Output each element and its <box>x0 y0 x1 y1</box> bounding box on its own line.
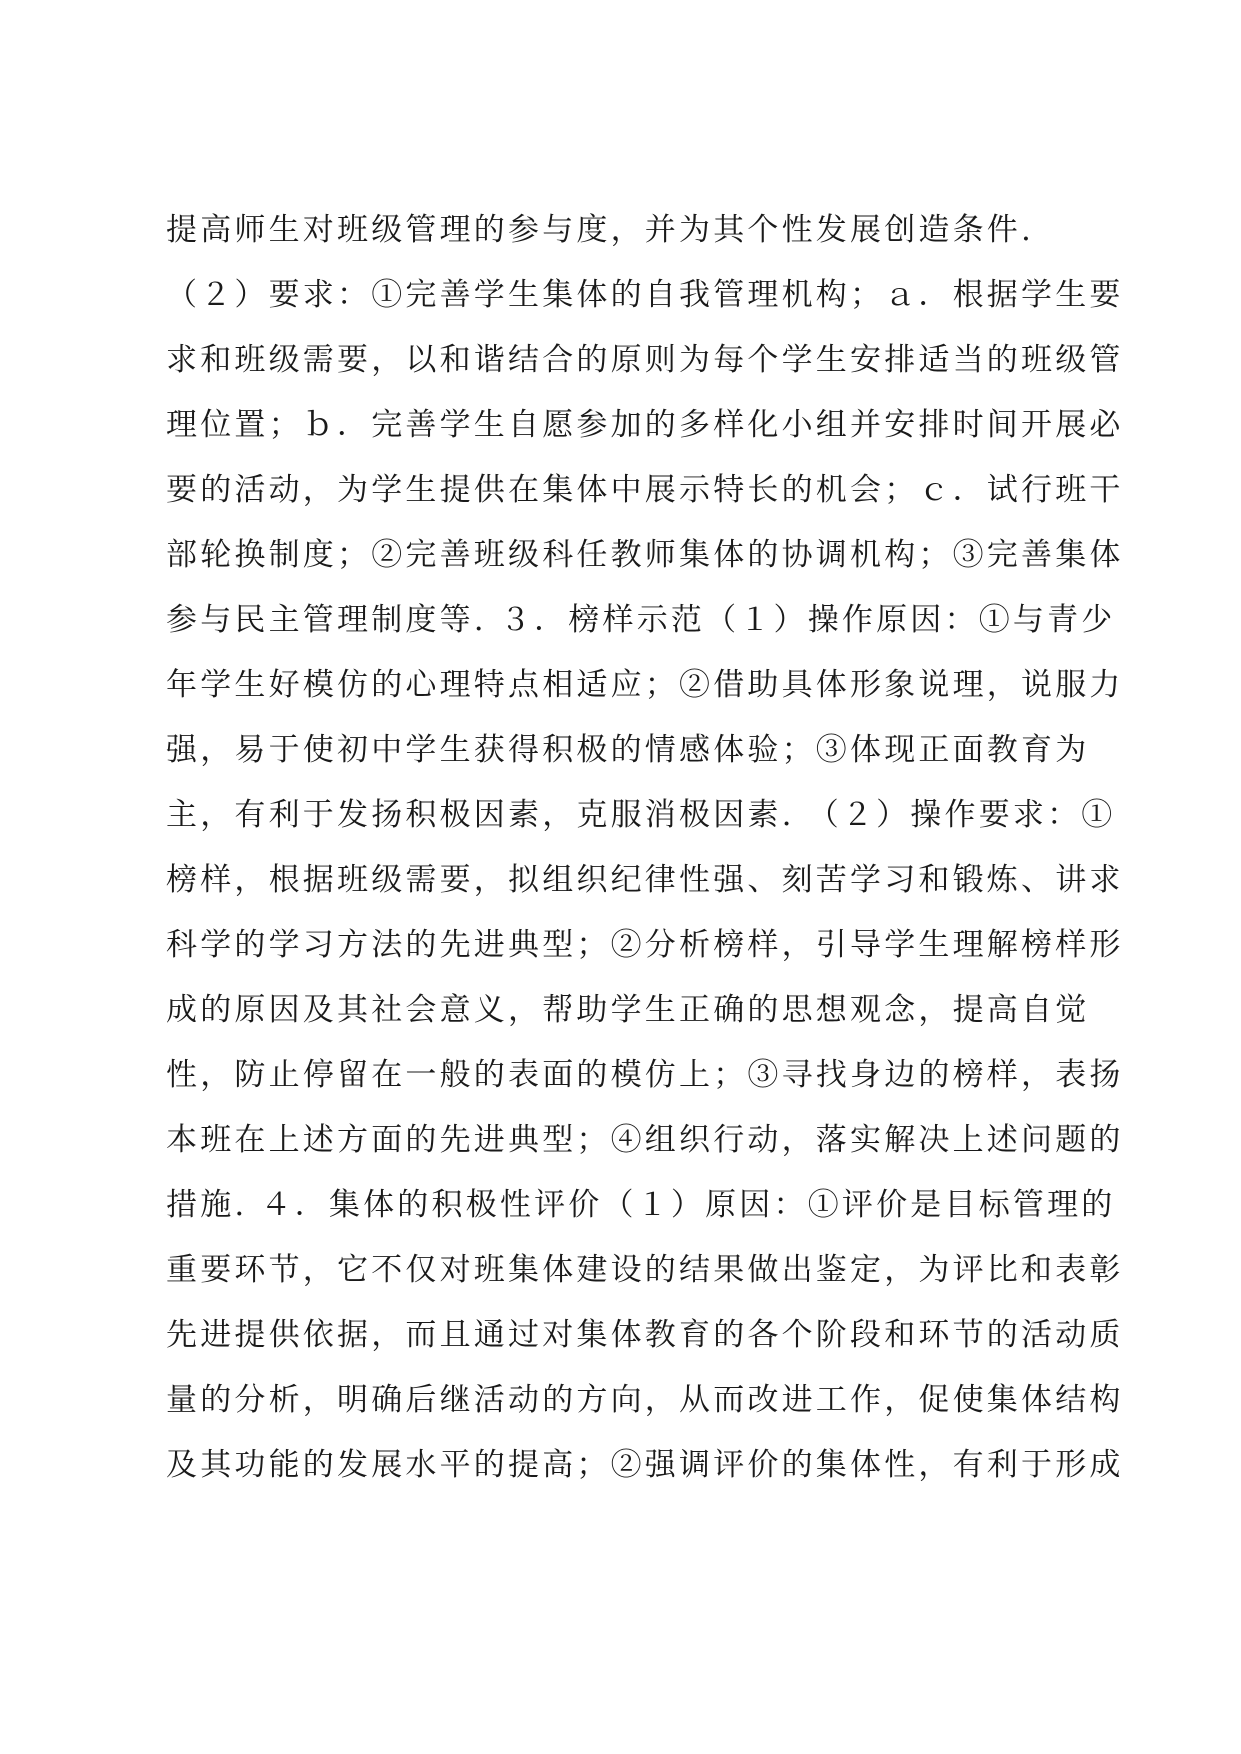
text-line: 科学的学习方法的先进典型；②分析榜样，引导学生理解榜样形 <box>166 927 1124 963</box>
text-line: 强，易于使初中学生获得积极的情感体验；③体现正面教育为 <box>166 732 1090 768</box>
text-line: （２）要求：①完善学生集体的自我管理机构；ａ．根据学生要 <box>166 277 1124 313</box>
text-line: 年学生好模仿的心理特点相适应；②借助具体形象说理，说服力 <box>166 667 1124 703</box>
text-line: 理位置；ｂ．完善学生自愿参加的多样化小组并安排时间开展必 <box>166 407 1124 443</box>
text-line: 参与民主管理制度等. ３．榜样示范（１）操作原因：①与青少 <box>166 602 1116 638</box>
text-line: 量的分析，明确后继活动的方向，从而改进工作，促使集体结构 <box>166 1382 1124 1418</box>
text-line: 求和班级需要，以和谐结合的原则为每个学生安排适当的班级管 <box>166 342 1124 378</box>
text-line: 性，防止停留在一般的表面的模仿上；③寻找身边的榜样，表扬 <box>166 1057 1124 1093</box>
body-text <box>166 198 1124 1498</box>
text-line: 成的原因及其社会意义，帮助学生正确的思想观念，提高自觉 <box>166 992 1090 1028</box>
text-line: 本班在上述方面的先进典型；④组织行动，落实解决上述问题的 <box>166 1122 1124 1158</box>
text-line: 提高师生对班级管理的参与度，并为其个性发展创造条件. <box>166 212 1035 248</box>
text-line: 先进提供依据，而且通过对集体教育的各个阶段和环节的活动质 <box>166 1317 1124 1353</box>
text-line: 主，有利于发扬积极因素，克服消极因素. （２）操作要求：① <box>166 797 1116 833</box>
text-line: 要的活动，为学生提供在集体中展示特长的机会；ｃ．试行班干 <box>166 472 1124 508</box>
text-line: 重要环节，它不仅对班集体建设的结果做出鉴定，为评比和表彰 <box>166 1252 1124 1288</box>
text-line: 榜样，根据班级需要，拟组织纪律性强、刻苦学习和锻炼、讲求 <box>166 862 1124 898</box>
text-line: 部轮换制度；②完善班级科任教师集体的协调机构；③完善集体 <box>166 537 1124 573</box>
text-line: 及其功能的发展水平的提高；②强调评价的集体性，有利于形成 <box>166 1447 1124 1483</box>
text-line: 措施. ４．集体的积极性评价（１）原因：①评价是目标管理的 <box>166 1187 1116 1223</box>
